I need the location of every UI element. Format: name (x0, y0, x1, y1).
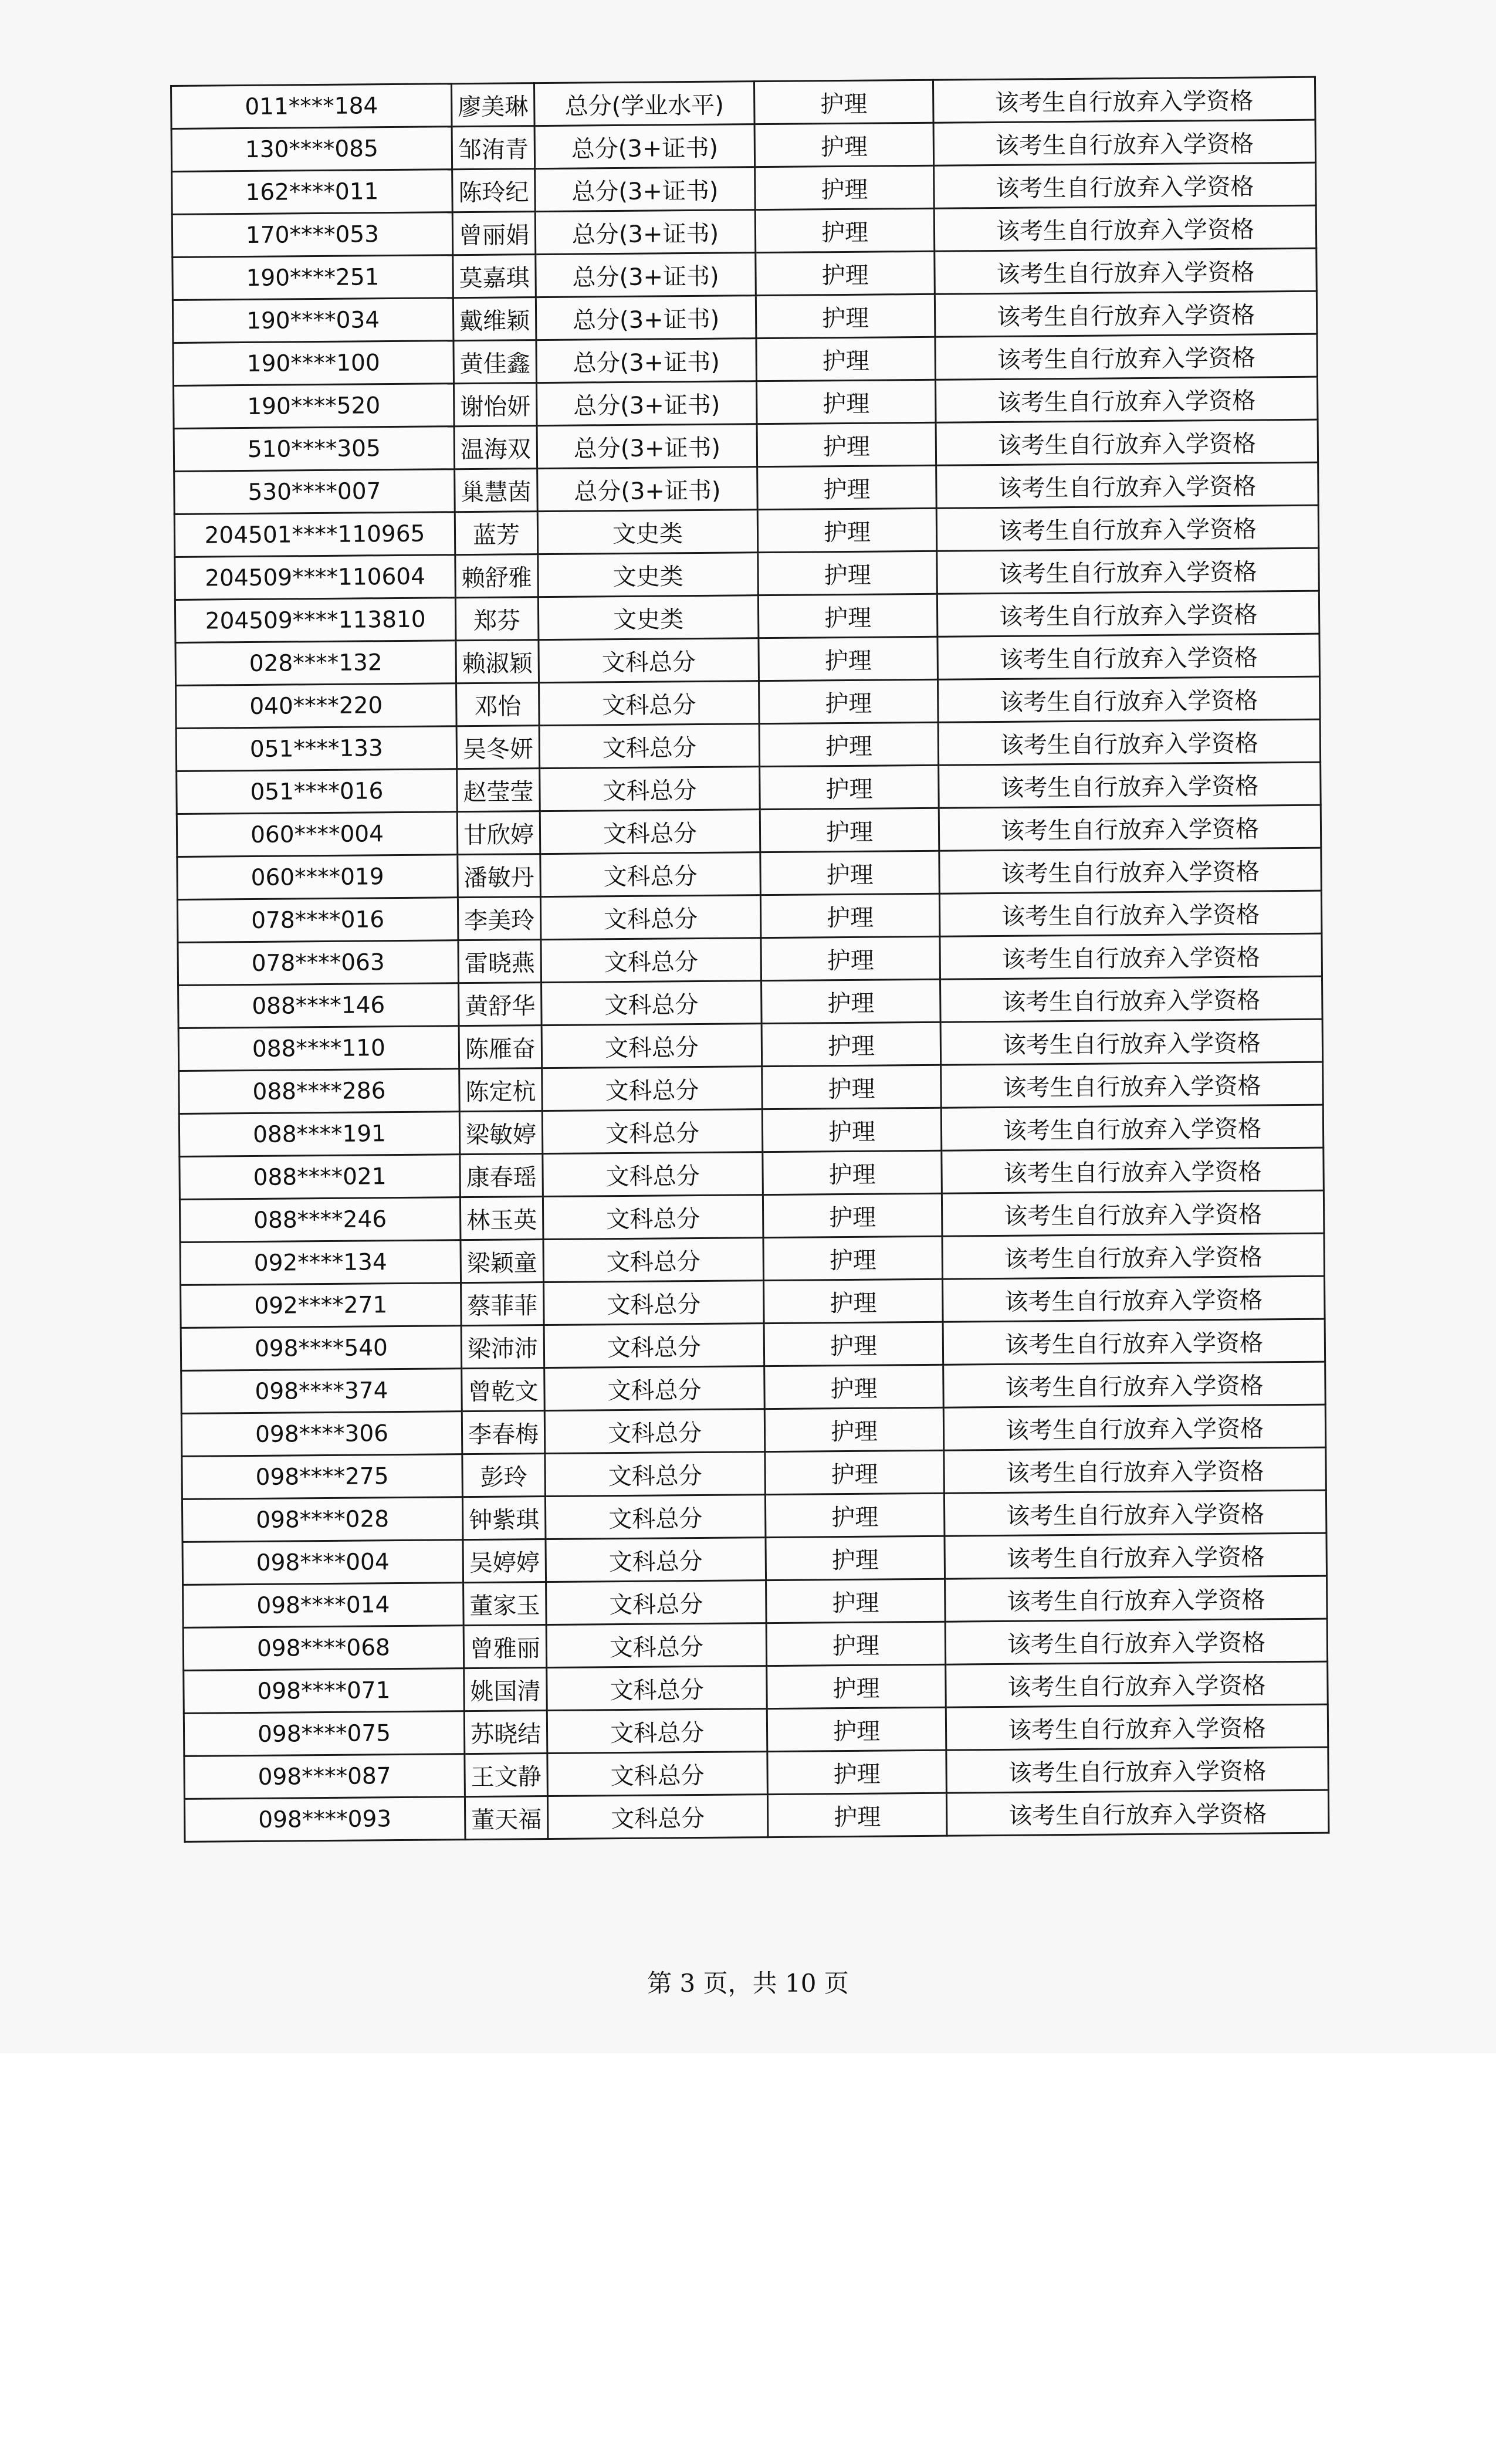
remark-cell: 该考生自行放弃入学资格 (939, 891, 1322, 936)
candidate-name-cell: 林玉英 (460, 1197, 543, 1240)
major-cell: 护理 (766, 1622, 946, 1666)
score-category-cell: 总分(学业水平) (534, 82, 754, 126)
score-category-cell: 总分(3+证书) (536, 296, 756, 340)
major-cell: 护理 (760, 808, 939, 852)
score-category-cell: 总分(3+证书) (536, 339, 757, 383)
major-cell: 护理 (766, 1536, 945, 1580)
remark-cell: 该考生自行放弃入学资格 (937, 548, 1319, 594)
candidate-name-cell: 苏晓结 (464, 1711, 547, 1754)
remark-cell: 该考生自行放弃入学资格 (945, 1533, 1327, 1579)
remark-cell: 该考生自行放弃入学资格 (946, 1747, 1329, 1793)
major-cell: 护理 (767, 1707, 946, 1751)
candidate-id-cell: 011****184 (171, 84, 452, 129)
candidate-id-cell: 530****007 (174, 469, 455, 515)
major-cell: 护理 (759, 637, 938, 681)
score-category-cell: 文科总分 (543, 1195, 763, 1240)
candidate-name-cell: 郑芬 (455, 597, 539, 641)
remark-cell: 该考生自行放弃入学资格 (943, 1362, 1326, 1407)
score-category-cell: 文科总分 (541, 938, 761, 983)
candidate-id-cell: 028****132 (175, 641, 456, 686)
candidate-name-cell: 梁颖童 (461, 1240, 544, 1283)
remark-cell: 该考生自行放弃入学资格 (944, 1447, 1326, 1493)
candidate-id-cell: 098****306 (181, 1412, 462, 1457)
remark-cell: 该考生自行放弃入学资格 (939, 848, 1322, 893)
candidate-id-cell: 190****520 (174, 384, 455, 429)
remark-cell: 该考生自行放弃入学资格 (945, 1576, 1328, 1622)
score-category-cell: 文科总分 (540, 895, 761, 940)
score-category-cell: 文科总分 (544, 1366, 765, 1411)
candidate-id-cell: 088****246 (180, 1197, 461, 1243)
remark-cell: 该考生自行放弃入学资格 (943, 1276, 1325, 1322)
major-cell: 护理 (759, 679, 939, 723)
remark-cell: 该考生自行放弃入学资格 (942, 1233, 1325, 1279)
score-category-cell: 文科总分 (544, 1409, 765, 1454)
page-number: 第 3 页，共 10 页 (647, 1969, 849, 1998)
candidate-name-cell: 曾丽娟 (452, 212, 536, 255)
candidate-name-cell: 陈定杭 (459, 1068, 543, 1112)
score-category-cell: 总分(3+证书) (535, 210, 756, 255)
candidate-id-cell: 098****004 (182, 1540, 463, 1585)
remark-cell: 该考生自行放弃入学资格 (945, 1619, 1328, 1664)
major-cell: 护理 (754, 123, 934, 167)
score-category-cell: 文科总分 (546, 1623, 767, 1668)
major-cell: 护理 (762, 1065, 942, 1109)
score-category-cell: 文科总分 (543, 1238, 764, 1282)
candidate-id-cell: 060****019 (177, 855, 458, 900)
score-category-cell: 文科总分 (539, 638, 759, 683)
major-cell: 护理 (758, 551, 937, 595)
major-cell: 护理 (763, 1150, 942, 1194)
candidate-name-cell: 曾雅丽 (463, 1625, 547, 1668)
candidate-name-cell: 李美玲 (458, 897, 541, 940)
candidate-name-cell: 梁沛沛 (461, 1325, 544, 1369)
candidate-id-cell: 190****100 (173, 341, 454, 386)
score-category-cell: 文科总分 (539, 681, 760, 726)
candidate-name-cell: 蔡菲菲 (461, 1282, 544, 1326)
major-cell: 护理 (760, 765, 939, 809)
candidate-id-cell: 051****133 (176, 726, 457, 771)
major-cell: 护理 (767, 1750, 947, 1794)
candidate-name-cell: 赵莹莹 (457, 769, 540, 812)
candidate-name-cell: 赖淑颖 (456, 640, 539, 683)
remark-cell: 该考生自行放弃入学资格 (936, 419, 1318, 465)
candidate-id-cell: 190****251 (172, 255, 453, 300)
score-category-cell: 文科总分 (547, 1752, 768, 1796)
major-cell: 护理 (757, 422, 936, 466)
remark-cell: 该考生自行放弃入学资格 (936, 505, 1319, 551)
score-category-cell: 文科总分 (540, 767, 760, 811)
score-category-cell: 总分(3+证书) (537, 381, 757, 426)
candidate-name-cell: 梁敏婷 (459, 1111, 543, 1155)
candidate-id-cell: 204509****110604 (175, 555, 456, 600)
score-category-cell: 文科总分 (546, 1538, 766, 1582)
major-cell: 护理 (757, 465, 937, 509)
score-category-cell: 总分(3+证书) (535, 167, 756, 212)
major-cell: 护理 (766, 1579, 946, 1623)
candidate-id-cell: 088****021 (180, 1155, 461, 1200)
candidate-name-cell: 陈玲纪 (452, 169, 536, 212)
candidate-name-cell: 温海双 (454, 426, 537, 469)
candidate-name-cell: 黄舒华 (459, 983, 542, 1026)
major-cell: 护理 (764, 1279, 943, 1323)
remark-cell: 该考生自行放弃入学资格 (934, 163, 1316, 208)
candidate-name-cell: 曾乾文 (462, 1368, 545, 1412)
score-category-cell: 文史类 (538, 553, 759, 597)
major-cell: 护理 (756, 380, 936, 424)
score-category-cell: 文科总分 (541, 1024, 762, 1068)
candidate-id-cell: 088****191 (179, 1112, 460, 1157)
candidate-name-cell: 姚国清 (464, 1668, 547, 1711)
candidate-id-cell: 098****071 (184, 1668, 465, 1714)
candidate-name-cell: 廖美琳 (451, 83, 534, 127)
candidate-name-cell: 赖舒雅 (455, 554, 539, 598)
candidate-name-cell: 莫嘉琪 (453, 255, 536, 298)
score-category-cell: 文科总分 (539, 724, 760, 769)
candidate-id-cell: 098****275 (182, 1454, 463, 1500)
candidate-id-cell: 098****068 (183, 1626, 464, 1671)
candidate-id-cell: 088****110 (178, 1026, 459, 1071)
remark-cell: 该考生自行放弃入学资格 (935, 291, 1317, 337)
score-category-cell: 总分(3+证书) (537, 467, 758, 512)
major-cell: 护理 (767, 1664, 946, 1708)
major-cell: 护理 (765, 1493, 945, 1537)
score-category-cell: 文史类 (538, 595, 759, 640)
score-category-cell: 文科总分 (544, 1281, 764, 1325)
candidate-id-cell: 510****305 (174, 427, 455, 472)
candidate-name-cell: 黄佳鑫 (453, 340, 537, 384)
roster-table (170, 76, 1329, 1843)
major-cell: 护理 (761, 1022, 941, 1066)
candidate-id-cell: 130****085 (171, 127, 452, 172)
table-row (184, 1790, 1329, 1842)
candidate-name-cell: 潘敏丹 (458, 854, 541, 898)
major-cell: 护理 (764, 1365, 944, 1409)
score-category-cell: 文科总分 (544, 1324, 764, 1368)
major-cell: 护理 (758, 594, 937, 638)
candidate-id-cell: 190****034 (172, 298, 453, 343)
score-category-cell: 文科总分 (547, 1666, 767, 1711)
candidate-name-cell: 谢怡妍 (454, 383, 537, 427)
major-cell: 护理 (756, 337, 936, 381)
major-cell: 护理 (767, 1793, 947, 1837)
remark-cell: 该考生自行放弃入学资格 (935, 248, 1317, 294)
major-cell: 护理 (756, 294, 935, 338)
score-category-cell: 文科总分 (547, 1709, 767, 1754)
candidate-id-cell: 060****004 (177, 812, 458, 857)
remark-cell: 该考生自行放弃入学资格 (942, 1148, 1324, 1193)
candidate-name-cell: 康春瑶 (460, 1154, 543, 1197)
remark-cell: 该考生自行放弃入学资格 (943, 1404, 1326, 1450)
candidate-name-cell: 邓怡 (456, 683, 540, 726)
score-category-cell: 文科总分 (541, 981, 762, 1025)
remark-cell: 该考生自行放弃入学资格 (940, 1019, 1323, 1065)
remark-cell: 该考生自行放弃入学资格 (943, 1319, 1325, 1365)
major-cell: 护理 (763, 1193, 942, 1237)
candidate-id-cell: 098****075 (184, 1711, 465, 1756)
candidate-id-cell: 098****028 (182, 1497, 463, 1542)
remark-cell: 该考生自行放弃入学资格 (940, 976, 1323, 1022)
candidate-name-cell: 钟紫琪 (462, 1497, 546, 1540)
remark-cell: 该考生自行放弃入学资格 (933, 77, 1315, 123)
major-cell: 护理 (760, 893, 940, 937)
candidate-id-cell: 078****016 (177, 898, 458, 943)
candidate-name-cell: 彭玲 (462, 1454, 546, 1497)
candidate-id-cell: 098****014 (183, 1583, 464, 1628)
remark-cell: 该考生自行放弃入学资格 (941, 1105, 1324, 1150)
score-category-cell: 文科总分 (546, 1580, 767, 1625)
candidate-name-cell: 雷晓燕 (458, 940, 541, 983)
candidate-id-cell: 092****271 (181, 1283, 462, 1328)
candidate-name-cell: 王文静 (465, 1754, 548, 1797)
score-category-cell: 文科总分 (540, 810, 760, 854)
score-category-cell: 文史类 (537, 510, 758, 554)
score-category-cell: 总分(3+证书) (534, 124, 755, 169)
score-category-cell: 文科总分 (542, 1109, 763, 1154)
score-category-cell: 文科总分 (543, 1152, 763, 1197)
remark-cell: 该考生自行放弃入学资格 (937, 676, 1320, 722)
roster-table-wrap (170, 76, 1319, 1843)
candidate-id-cell: 092****134 (180, 1240, 461, 1285)
score-category-cell: 文科总分 (545, 1452, 766, 1497)
candidate-name-cell: 陈雁奋 (459, 1025, 542, 1069)
score-category-cell: 文科总分 (542, 1067, 763, 1111)
score-category-cell: 总分(3+证书) (537, 424, 757, 469)
remark-cell: 该考生自行放弃入学资格 (938, 719, 1321, 765)
remark-cell: 该考生自行放弃入学资格 (936, 462, 1319, 508)
candidate-name-cell: 戴维颖 (453, 297, 536, 341)
candidate-name-cell: 李春梅 (462, 1411, 545, 1454)
remark-cell: 该考生自行放弃入学资格 (940, 933, 1322, 979)
major-cell: 护理 (761, 936, 940, 980)
major-cell: 护理 (755, 208, 935, 252)
candidate-id-cell: 098****540 (181, 1326, 462, 1371)
remark-cell: 该考生自行放弃入学资格 (946, 1704, 1328, 1750)
remark-cell: 该考生自行放弃入学资格 (946, 1790, 1329, 1836)
remark-cell: 该考生自行放弃入学资格 (933, 120, 1316, 165)
remark-cell: 该考生自行放弃入学资格 (942, 1190, 1324, 1236)
remark-cell: 该考生自行放弃入学资格 (946, 1661, 1328, 1707)
remark-cell: 该考生自行放弃入学资格 (939, 762, 1321, 808)
candidate-name-cell: 蓝芳 (455, 512, 538, 555)
candidate-id-cell: 204509****113810 (175, 598, 456, 643)
candidate-id-cell: 098****093 (184, 1797, 465, 1842)
remark-cell: 该考生自行放弃入学资格 (935, 377, 1318, 422)
score-category-cell: 文科总分 (545, 1495, 766, 1539)
candidate-name-cell: 董天福 (465, 1796, 548, 1840)
remark-cell: 该考生自行放弃入学资格 (941, 1062, 1324, 1108)
candidate-id-cell: 098****087 (184, 1754, 465, 1799)
score-category-cell: 文科总分 (540, 852, 761, 897)
candidate-name-cell: 董家玉 (463, 1582, 547, 1626)
major-cell: 护理 (757, 508, 937, 552)
major-cell: 护理 (762, 1108, 942, 1152)
remark-cell: 该考生自行放弃入学资格 (939, 805, 1321, 851)
roster-table-body (171, 77, 1329, 1842)
remark-cell: 该考生自行放弃入学资格 (937, 634, 1320, 679)
candidate-name-cell: 吴婷婷 (463, 1539, 546, 1583)
major-cell: 护理 (761, 979, 941, 1023)
candidate-name-cell: 甘欣婷 (457, 811, 540, 855)
major-cell: 护理 (765, 1450, 945, 1494)
candidate-id-cell: 088****286 (179, 1069, 460, 1114)
major-cell: 护理 (764, 1322, 943, 1366)
remark-cell: 该考生自行放弃入学资格 (935, 334, 1318, 380)
major-cell: 护理 (756, 251, 935, 295)
remark-cell: 该考生自行放弃入学资格 (944, 1490, 1326, 1536)
candidate-id-cell: 088****146 (178, 983, 459, 1028)
candidate-id-cell: 162****011 (172, 170, 453, 215)
candidate-name-cell: 邹洧青 (452, 126, 535, 170)
candidate-id-cell: 204501****110965 (174, 512, 455, 557)
candidate-id-cell: 170****053 (172, 212, 453, 258)
major-cell: 护理 (754, 80, 933, 124)
major-cell: 护理 (759, 722, 939, 766)
candidate-id-cell: 078****063 (178, 940, 459, 986)
remark-cell: 该考生自行放弃入学资格 (937, 591, 1319, 637)
candidate-name-cell: 巢慧茵 (455, 469, 538, 512)
candidate-name-cell: 吴冬妍 (456, 726, 540, 769)
remark-cell: 该考生自行放弃入学资格 (934, 205, 1316, 251)
score-category-cell: 文科总分 (547, 1795, 768, 1839)
major-cell: 护理 (760, 851, 940, 895)
major-cell: 护理 (763, 1236, 943, 1280)
candidate-id-cell: 051****016 (177, 769, 458, 814)
major-cell: 护理 (755, 165, 935, 209)
score-category-cell: 总分(3+证书) (536, 253, 756, 297)
candidate-id-cell: 098****374 (181, 1369, 462, 1414)
candidate-id-cell: 040****220 (176, 683, 457, 729)
major-cell: 护理 (764, 1407, 944, 1451)
